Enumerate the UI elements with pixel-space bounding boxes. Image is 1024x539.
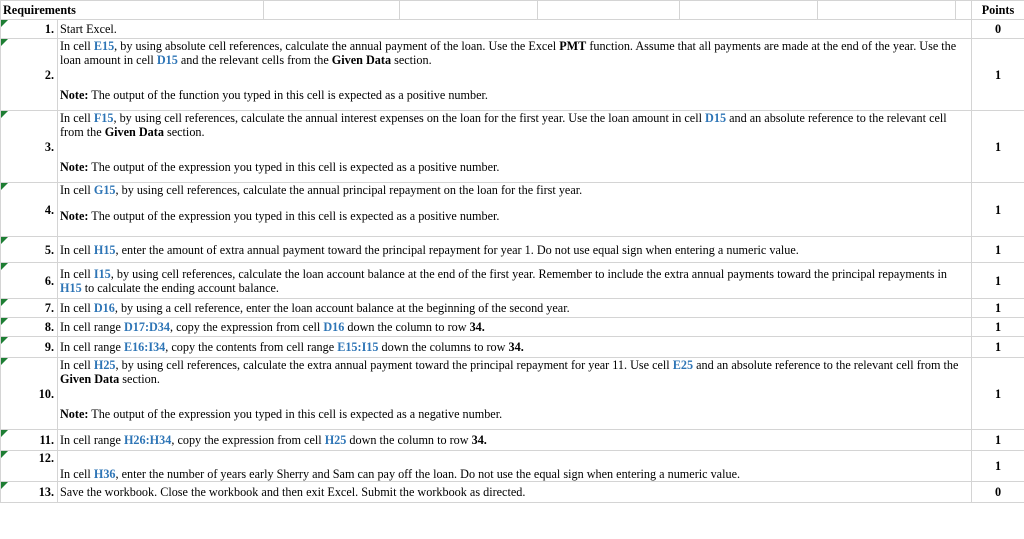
requirements-header[interactable]: Requirements bbox=[1, 1, 264, 20]
description-text: down the columns to row bbox=[378, 340, 509, 354]
note-line bbox=[58, 88, 971, 102]
description-text: In cell bbox=[60, 242, 94, 257]
cell-reference: I15 bbox=[93, 266, 111, 281]
cell-reference: G15 bbox=[93, 183, 116, 197]
description-text: , by using cell references, calculate the loan account balance at the end of the first year. Remember to include the extra annual payments toward the principal repayments in bbox=[110, 266, 947, 281]
cell-reference: E15 bbox=[93, 39, 115, 53]
note-text: The output of the expression you typed in this cell is expected as a negative number. bbox=[91, 407, 503, 421]
description-text: , enter the amount of extra annual payment toward the principal repayment for year 1. Do not use equal sign when entering a numeric value. bbox=[115, 242, 799, 257]
requirement-description[interactable] bbox=[58, 430, 972, 451]
description-text: In cell range bbox=[60, 433, 124, 447]
points-header[interactable]: Points bbox=[972, 1, 1024, 20]
cell-reference: D16 bbox=[323, 320, 345, 334]
cell-reference: F15 bbox=[93, 111, 114, 125]
description-text: , by using cell references, calculate the annual interest expenses on the loan for the first year. Use the loan amount in cell bbox=[113, 111, 706, 125]
requirement-description[interactable] bbox=[58, 318, 972, 337]
description-text: In cell range bbox=[60, 340, 124, 354]
cell-reference: E16:I34 bbox=[123, 340, 166, 354]
requirement-description[interactable] bbox=[58, 39, 972, 111]
cell-reference: H25 bbox=[324, 433, 347, 447]
requirement-number[interactable]: 6. bbox=[1, 263, 58, 299]
description-text: , enter the number of years early Sherry and Sam can pay off the loan. Do not use the equal sign when entering a numeric value. bbox=[115, 467, 741, 481]
empty-cell[interactable] bbox=[818, 1, 956, 20]
requirement-number[interactable]: 8. bbox=[1, 318, 58, 337]
note-text: The output of the expression you typed in this cell is expected as a positive number. bbox=[91, 160, 500, 174]
requirement-points[interactable]: 1 bbox=[972, 237, 1024, 263]
description-text: function. Assume that all payments are made at the end of the year. Use the loan amount in cell bbox=[60, 39, 957, 67]
error-indicator-icon bbox=[1, 358, 8, 365]
description-text: to calculate the ending account balance. bbox=[81, 280, 279, 295]
cell-reference: D17:D34 bbox=[123, 320, 170, 334]
empty-cell[interactable] bbox=[956, 1, 972, 20]
header-row bbox=[1, 1, 1024, 20]
error-indicator-icon bbox=[1, 482, 8, 489]
requirement-points[interactable]: 1 bbox=[972, 183, 1024, 237]
note-label: Note: bbox=[60, 160, 89, 174]
bold-text: PMT bbox=[559, 39, 587, 53]
requirement-row bbox=[1, 451, 1024, 482]
error-indicator-icon bbox=[1, 263, 8, 270]
requirement-row bbox=[1, 299, 1024, 318]
description-text: and an absolute reference to the relevant cell from the bbox=[60, 111, 947, 139]
cell-reference: H25 bbox=[93, 358, 116, 372]
spacer bbox=[58, 139, 971, 160]
cell-reference: H15 bbox=[93, 242, 116, 257]
error-indicator-icon bbox=[1, 111, 8, 118]
requirement-description[interactable] bbox=[58, 299, 972, 318]
requirement-description[interactable] bbox=[58, 358, 972, 430]
cell-reference: E15:I15 bbox=[337, 340, 379, 354]
requirement-points[interactable]: 1 bbox=[972, 318, 1024, 337]
requirement-points[interactable]: 1 bbox=[972, 299, 1024, 318]
requirement-number[interactable]: 4. bbox=[1, 183, 58, 237]
spacer bbox=[58, 197, 971, 209]
cell-reference: H26:H34 bbox=[123, 433, 172, 447]
description-text: down the column to row bbox=[346, 433, 472, 447]
cell-reference: H36 bbox=[93, 467, 116, 481]
description-text: Start Excel. bbox=[60, 22, 117, 36]
requirement-row bbox=[1, 111, 1024, 183]
note-line bbox=[58, 160, 971, 174]
cell-reference: D15 bbox=[156, 53, 178, 67]
description-text: In cell bbox=[60, 467, 94, 481]
description-text: , by using a cell reference, enter the loan account balance at the beginning of the second year. bbox=[114, 301, 570, 315]
requirement-number[interactable]: 10. bbox=[1, 358, 58, 430]
description-text: Save the workbook. Close the workbook and then exit Excel. Submit the workbook as directed. bbox=[60, 485, 526, 499]
requirement-description[interactable] bbox=[58, 237, 972, 263]
requirement-number[interactable]: 2. bbox=[1, 39, 58, 111]
requirement-points[interactable]: 1 bbox=[972, 39, 1024, 111]
requirement-row bbox=[1, 358, 1024, 430]
requirement-points[interactable]: 1 bbox=[972, 358, 1024, 430]
error-indicator-icon bbox=[1, 430, 8, 437]
requirement-row bbox=[1, 482, 1024, 503]
requirement-number[interactable]: 7. bbox=[1, 299, 58, 318]
requirement-row bbox=[1, 39, 1024, 111]
error-indicator-icon bbox=[1, 20, 8, 27]
note-text: The output of the expression you typed in this cell is expected as a positive number. bbox=[91, 209, 500, 223]
requirement-number[interactable]: 1. bbox=[1, 20, 58, 39]
spacer bbox=[58, 67, 971, 88]
requirement-description[interactable] bbox=[58, 183, 972, 237]
requirement-row bbox=[1, 318, 1024, 337]
empty-cell[interactable] bbox=[680, 1, 818, 20]
requirement-number[interactable]: 3. bbox=[1, 111, 58, 183]
error-indicator-icon bbox=[1, 451, 8, 458]
note-label: Note: bbox=[60, 209, 89, 223]
empty-cell[interactable] bbox=[400, 1, 538, 20]
description-text: In cell bbox=[60, 301, 94, 315]
description-text: , by using absolute cell references, calculate the annual payment of the loan. Use the Excel bbox=[114, 39, 560, 53]
description-text: section. bbox=[163, 125, 205, 139]
requirement-points[interactable]: 0 bbox=[972, 482, 1024, 503]
bold-text: Given Data bbox=[331, 53, 392, 67]
error-indicator-icon bbox=[1, 39, 8, 46]
empty-cell[interactable] bbox=[264, 1, 400, 20]
requirement-description[interactable] bbox=[58, 20, 972, 39]
description-text: , copy the contents from cell range bbox=[165, 340, 338, 354]
description-text: , by using cell references, calculate the annual principal repayment on the loan for the first year. bbox=[115, 183, 583, 197]
error-indicator-icon bbox=[1, 337, 8, 344]
note-line bbox=[58, 209, 971, 223]
requirement-description[interactable] bbox=[58, 451, 972, 482]
note-label: Note: bbox=[60, 407, 89, 421]
requirement-description[interactable] bbox=[58, 111, 972, 183]
description-text: , copy the expression from cell bbox=[170, 320, 324, 334]
description-text: section. bbox=[391, 53, 432, 67]
description-text: , copy the expression from cell bbox=[171, 433, 325, 447]
description-text: In cell bbox=[60, 358, 94, 372]
error-indicator-icon bbox=[1, 299, 8, 306]
description-text: , by using cell references, calculate the extra annual payment toward the principal repayment for year 11. Use cell bbox=[115, 358, 673, 372]
requirement-row bbox=[1, 263, 1024, 299]
spacer bbox=[58, 386, 971, 407]
requirement-number[interactable]: 11. bbox=[1, 430, 58, 451]
description-text: and the relevant cells from the bbox=[177, 53, 332, 67]
description-text: In cell bbox=[60, 39, 94, 53]
description-text: In cell bbox=[60, 266, 94, 281]
requirement-row bbox=[1, 183, 1024, 237]
requirement-row bbox=[1, 430, 1024, 451]
description-text: In cell range bbox=[60, 320, 124, 334]
bold-text: 34. bbox=[469, 320, 485, 334]
error-indicator-icon bbox=[1, 183, 8, 190]
error-indicator-icon bbox=[1, 237, 8, 244]
bold-text: 34. bbox=[471, 433, 487, 447]
requirement-number[interactable]: 5. bbox=[1, 237, 58, 263]
requirement-row bbox=[1, 337, 1024, 358]
requirement-points[interactable]: 1 bbox=[972, 451, 1024, 482]
requirement-number[interactable]: 13. bbox=[1, 482, 58, 503]
requirement-points[interactable]: 1 bbox=[972, 430, 1024, 451]
requirement-points[interactable]: 0 bbox=[972, 20, 1024, 39]
description-text: section. bbox=[119, 372, 160, 386]
requirement-points[interactable]: 1 bbox=[972, 337, 1024, 358]
description-text: down the column to row bbox=[344, 320, 470, 334]
bold-text: 34. bbox=[508, 340, 524, 354]
requirement-row bbox=[1, 237, 1024, 263]
error-indicator-icon bbox=[1, 318, 8, 325]
cell-reference: E25 bbox=[672, 358, 694, 372]
description-text: and an absolute reference to the relevant cell from the bbox=[693, 358, 959, 372]
requirement-row bbox=[1, 20, 1024, 39]
requirement-points[interactable]: 1 bbox=[972, 111, 1024, 183]
requirement-number[interactable]: 12. bbox=[1, 451, 58, 482]
cell-reference: D16 bbox=[93, 301, 115, 315]
requirement-description[interactable] bbox=[58, 482, 972, 503]
requirement-description[interactable] bbox=[58, 263, 972, 299]
requirement-points[interactable]: 1 bbox=[972, 263, 1024, 299]
description-text: In cell bbox=[60, 183, 94, 197]
note-label: Note: bbox=[60, 88, 89, 102]
description-text: In cell bbox=[60, 111, 94, 125]
bold-text: Given Data bbox=[60, 372, 120, 386]
empty-cell[interactable] bbox=[538, 1, 680, 20]
cell-reference: H15 bbox=[60, 280, 82, 295]
note-text: The output of the function you typed in this cell is expected as a positive number. bbox=[91, 88, 488, 102]
requirement-number[interactable]: 9. bbox=[1, 337, 58, 358]
cell-reference: D15 bbox=[705, 111, 727, 125]
note-line bbox=[58, 407, 971, 421]
requirement-description[interactable] bbox=[58, 337, 972, 358]
bold-text: Given Data bbox=[104, 125, 164, 139]
